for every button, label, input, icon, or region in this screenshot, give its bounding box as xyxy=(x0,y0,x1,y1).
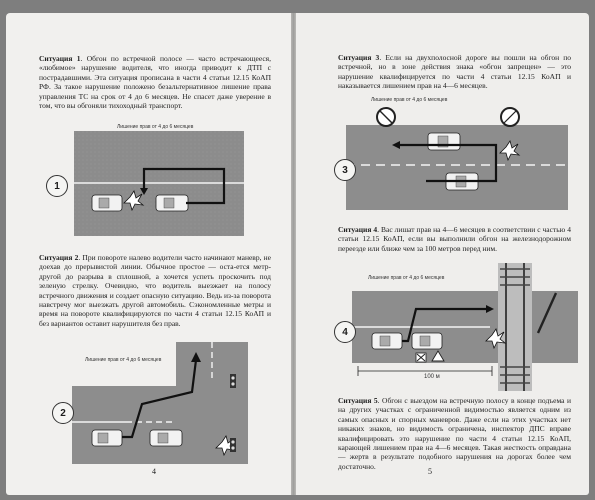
situation-1-body: . Обгон по встречной полосе — часто встречающееся, «любимое» нарушение водителя, что иногда приводит к ДТП с пострадавшими. Эта ситуация прописана в части 4 статьи 12.15 КоАП РФ. За такое нарушение положено безальтернативное лишение права управления ТС на срок от 4 до 6 месяцев. Не спасет даже уверение в том, что вы обгоняли тихоходный транспорт. xyxy=(39,54,271,111)
situation-2-title: Ситуация 2 xyxy=(39,253,79,262)
traffic-light-icon-2 xyxy=(230,438,236,452)
diagram-3-caption: Лишение прав от 4 до 6 месяцев xyxy=(371,97,448,103)
situation-4-text xyxy=(338,225,571,253)
diagram-4-road xyxy=(352,263,578,391)
diagram-1-number: 1 xyxy=(46,175,68,197)
situation-1-text xyxy=(39,54,271,110)
traffic-light-icon xyxy=(230,374,236,388)
situation-5-text xyxy=(338,396,571,471)
situation-3-title: Ситуация 3 xyxy=(338,53,380,62)
situation-3-text xyxy=(338,53,571,91)
diagram-3-number: 3 xyxy=(334,159,356,181)
diagram-4-caption: Лишение прав от 4 до 6 месяцев xyxy=(368,275,445,281)
diagram-2-number: 2 xyxy=(52,402,74,424)
situation-2-text xyxy=(39,253,271,328)
situation-2-body: . При повороте налево водители часто начинают маневр, не доехав до прерывистой линии. Обычное простое — оста-ется метр-другой до разрыва в сплошной, а хочется успеть проскочить под зеленую стрелку. Очевидно, что водитель выезжает на полосу встречного движения и создает опасную ситуацию. Ведь из-за поворота навстречу мог выезжать другой автомобиль. Сэкономленные метры и время на повороте квалифицируются по части 4 статьи 12.15 КоАП и без вариантов оставит нарушителя без прав. xyxy=(39,253,271,328)
diagram-3-road xyxy=(346,103,568,210)
distance-label: 100 м xyxy=(424,374,440,380)
diagram-4-number: 4 xyxy=(334,321,356,343)
diagram-1-road xyxy=(74,131,244,236)
situation-5-title: Ситуация 5 xyxy=(338,396,378,405)
page-number: 4 xyxy=(152,467,156,476)
situation-4-title: Ситуация 4 xyxy=(338,225,378,234)
diagram-2-caption: Лишение прав от 4 до 6 месяцев xyxy=(85,357,162,363)
situation-3-body: . Если на двухполосной дороге вы пошли на обгон по встречной, но в зоне действия знака «обгон запрещен» — это нарушение квалифицируется по части 4 статьи 12.15 КоАП и наказывается лишением прав на 4—6 месяцев. xyxy=(338,53,571,91)
situation-1-title: Ситуация 1 xyxy=(39,54,81,63)
right-page xyxy=(296,13,589,495)
situation-4-body: . Вас лишат прав на 4—6 месяцев в соответствии с частью 4 статьи 12.15 КоАП, если вы выполнили обгон на железнодорожном переезде или ближе чем за 100 метров перед ним. xyxy=(338,225,571,253)
diagram-1-caption: Лишение прав от 4 до 6 месяцев xyxy=(117,124,194,130)
situation-5-body: . Обгон с выездом на встречную полосу в конце подъема и на других участках с ограниченной видимостью является одним из самых опасных и спорных маневров. Даже если на этих участках нет никаких знаков, но видимость ограничена, инспектор ДПС вправе квалифицировать это нарушение по части 4 статьи 12.15 КоАП, карающей лишением прав на 4—6 месяцев. Такая жесткость оправдана — жертв в результате подобного нарушения на дорогах более чем достаточно. xyxy=(338,396,571,471)
left-page xyxy=(6,13,291,495)
page-number: 5 xyxy=(428,467,432,476)
